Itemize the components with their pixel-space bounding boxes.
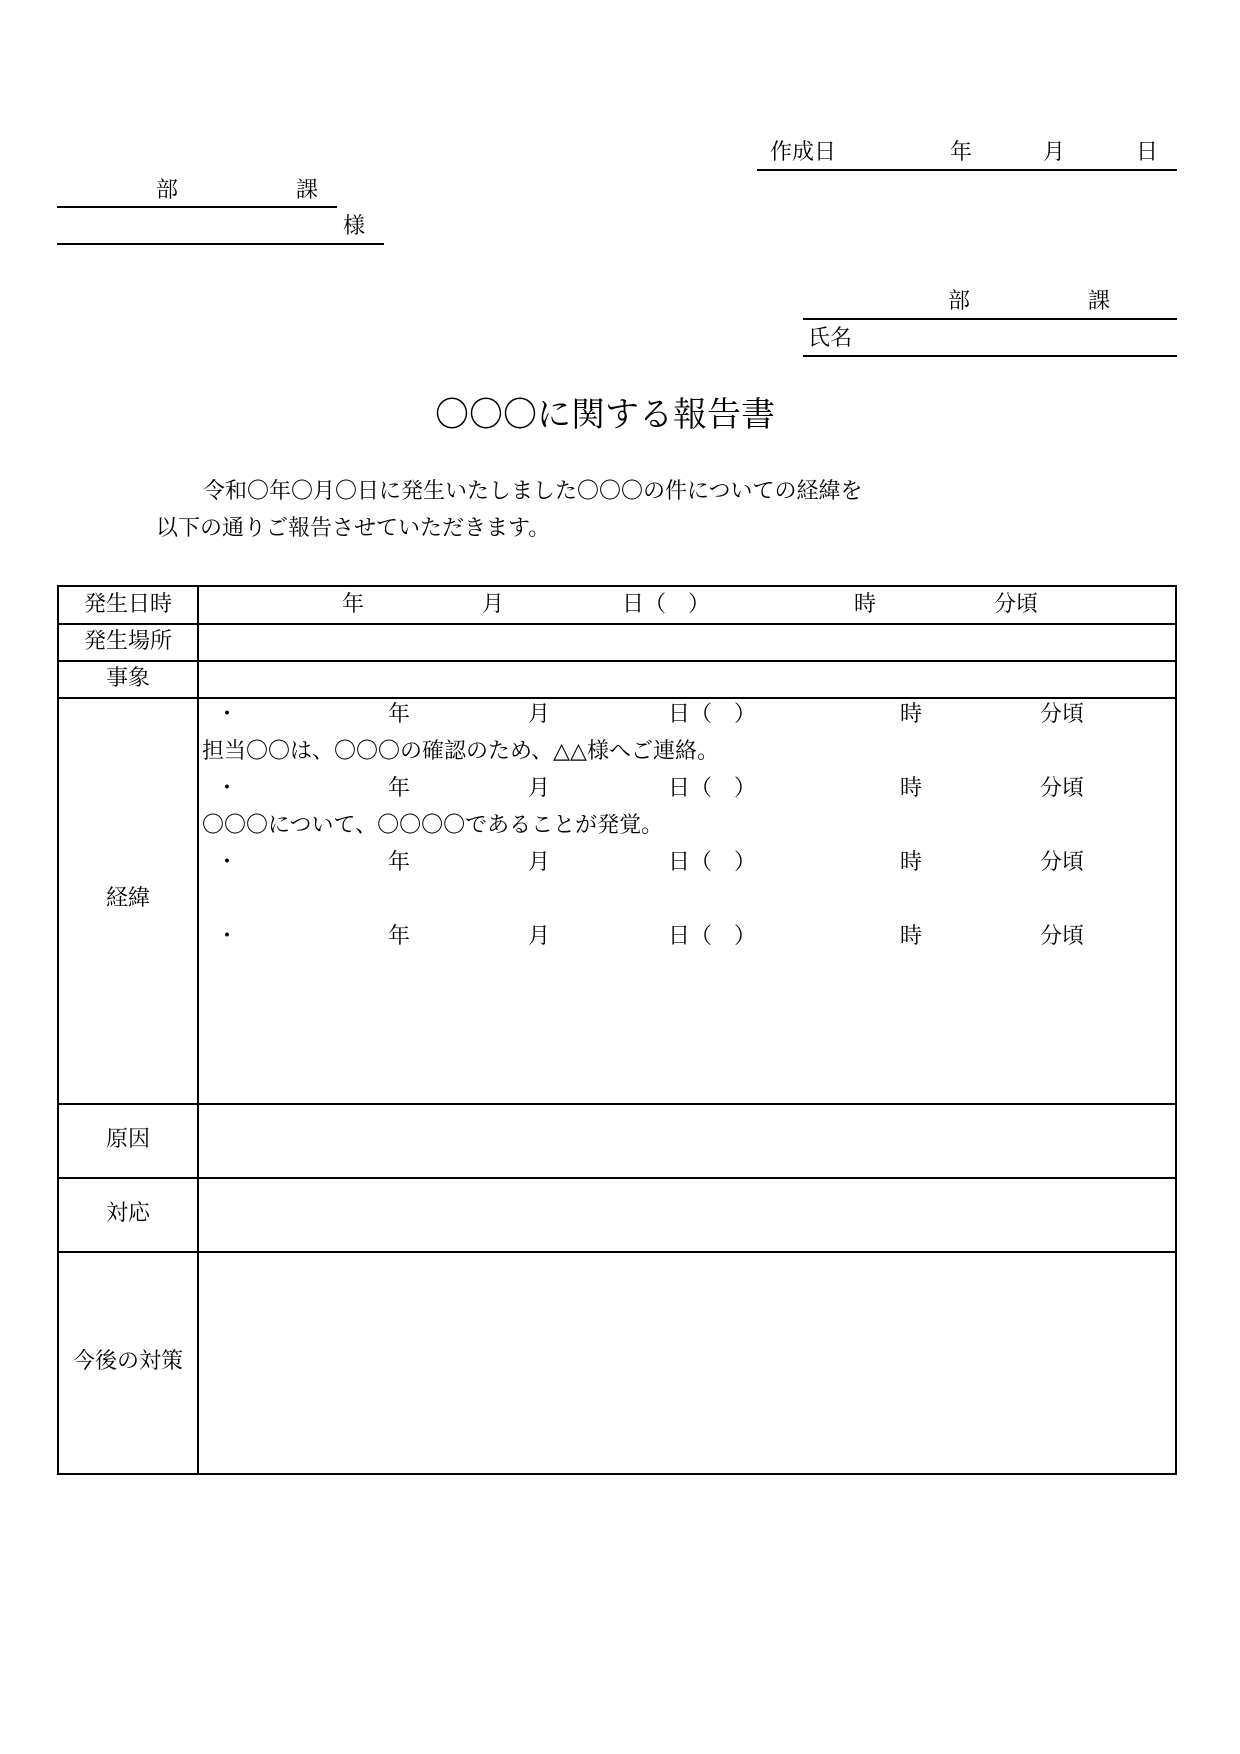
document-title: 〇〇〇に関する報告書 bbox=[435, 395, 775, 435]
history-month: 月 bbox=[528, 924, 551, 949]
recipient-dept-label: 部 bbox=[156, 178, 179, 203]
history-year: 年 bbox=[388, 850, 411, 875]
history-year: 年 bbox=[388, 702, 411, 727]
place-label: 発生場所 bbox=[83, 629, 172, 654]
datetime-minute: 分頃 bbox=[994, 592, 1039, 617]
created-date-label: 作成日 bbox=[770, 140, 837, 165]
history-month: 月 bbox=[528, 702, 551, 727]
history-hour: 時 bbox=[900, 850, 923, 875]
history-month: 月 bbox=[528, 850, 551, 875]
datetime-day: 日（ ） bbox=[622, 592, 711, 617]
history-bullet: ・ bbox=[216, 702, 239, 727]
intro-line-2: 以下の通りご報告させていただきます。 bbox=[156, 516, 551, 541]
history-note: 担当〇〇は、〇〇〇の確認のため、△△様へご連絡。 bbox=[202, 739, 719, 764]
history-day: 日（ ） bbox=[668, 924, 757, 949]
table-column-divider bbox=[197, 587, 199, 1473]
history-year: 年 bbox=[388, 924, 411, 949]
recipient-dept-underline bbox=[57, 206, 337, 208]
sender-name-underline bbox=[803, 355, 1177, 357]
history-bullet: ・ bbox=[216, 850, 239, 875]
history-minute: 分頃 bbox=[1040, 776, 1085, 801]
row-divider bbox=[59, 1103, 1175, 1105]
history-day: 日（ ） bbox=[668, 850, 757, 875]
recipient-name-underline bbox=[57, 243, 384, 245]
sender-dept-underline bbox=[803, 318, 1177, 320]
event-label: 事象 bbox=[105, 666, 150, 691]
row-divider bbox=[59, 697, 1175, 699]
created-year-label: 年 bbox=[950, 140, 973, 165]
history-note: 〇〇〇について、〇〇〇〇であることが発覚。 bbox=[202, 813, 664, 838]
history-hour: 時 bbox=[900, 776, 923, 801]
response-label: 対応 bbox=[105, 1201, 150, 1226]
recipient-honorific: 様 bbox=[343, 214, 366, 239]
row-divider bbox=[59, 1177, 1175, 1179]
datetime-year: 年 bbox=[342, 592, 365, 617]
history-month: 月 bbox=[528, 776, 551, 801]
created-date-underline bbox=[757, 169, 1177, 171]
history-minute: 分頃 bbox=[1040, 850, 1085, 875]
created-day-label: 日 bbox=[1136, 140, 1159, 165]
history-day: 日（ ） bbox=[668, 702, 757, 727]
report-table bbox=[57, 585, 1177, 1475]
sender-section-label: 課 bbox=[1088, 289, 1111, 314]
datetime-month: 月 bbox=[482, 592, 505, 617]
history-day: 日（ ） bbox=[668, 776, 757, 801]
history-minute: 分頃 bbox=[1040, 702, 1085, 727]
future-measures-label: 今後の対策 bbox=[72, 1349, 183, 1374]
history-year: 年 bbox=[388, 776, 411, 801]
row-divider bbox=[59, 660, 1175, 662]
history-bullet: ・ bbox=[216, 776, 239, 801]
sender-dept-label: 部 bbox=[948, 289, 971, 314]
datetime-label: 発生日時 bbox=[83, 592, 172, 617]
sender-name-label: 氏名 bbox=[808, 326, 853, 351]
history-hour: 時 bbox=[900, 702, 923, 727]
datetime-hour: 時 bbox=[854, 592, 877, 617]
recipient-section-label: 課 bbox=[296, 178, 319, 203]
history-minute: 分頃 bbox=[1040, 924, 1085, 949]
history-label: 経緯 bbox=[105, 886, 150, 911]
created-month-label: 月 bbox=[1043, 140, 1066, 165]
history-hour: 時 bbox=[900, 924, 923, 949]
cause-label: 原因 bbox=[105, 1127, 150, 1152]
intro-line-1: 令和〇年〇月〇日に発生いたしました〇〇〇の件についての経緯を bbox=[203, 479, 863, 504]
row-divider bbox=[59, 623, 1175, 625]
history-bullet: ・ bbox=[216, 924, 239, 949]
row-divider bbox=[59, 1251, 1175, 1253]
